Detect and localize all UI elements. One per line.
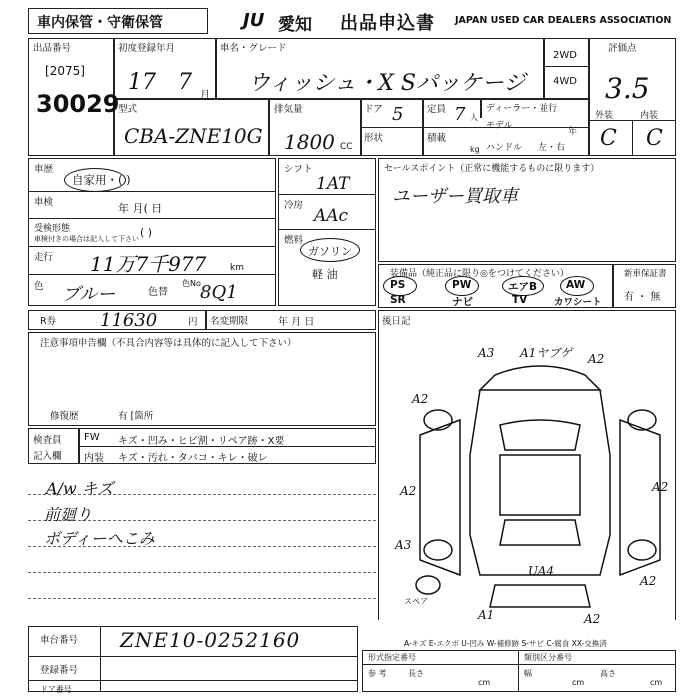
- load-label: 積載: [427, 133, 447, 144]
- spare-label: スペア: [404, 597, 428, 606]
- mark-ua4-rear: UA4: [528, 564, 555, 578]
- lot-no-label: 出品番号: [33, 43, 72, 54]
- height-cm: cm: [650, 678, 663, 687]
- fuel-gasoline: ガソリン: [308, 245, 352, 258]
- ac-label: 冷房: [284, 200, 304, 211]
- height-label: 高さ: [600, 669, 616, 678]
- inspector-label: 検査員: [33, 435, 62, 446]
- pickup-paren: ( ): [140, 226, 153, 239]
- damage-legend: A-キズ E-エクボ U-凹み W-補修跡 S-サビ C-腐食 XX-交換済: [404, 639, 607, 648]
- repair-label: 修復歴: [50, 411, 79, 422]
- wheel-fr: [628, 410, 656, 430]
- mark-a3-top: A3: [478, 346, 495, 360]
- cat-label: 類別区分番号: [524, 653, 572, 662]
- length-cm: cm: [478, 678, 491, 687]
- logo-aichi: 愛知: [278, 15, 312, 35]
- first-reg-label: 初度登録年月: [118, 43, 176, 54]
- left-side-outline: [420, 420, 460, 575]
- fuel-label: 燃料: [284, 235, 304, 246]
- shift-value: 1AT: [316, 174, 350, 194]
- dealer-label: ディーラー・並行: [486, 104, 558, 114]
- wheel-fl: [424, 410, 452, 430]
- lot-number: 30029: [36, 90, 120, 118]
- circle-airbag: [502, 276, 544, 296]
- front-outline: [480, 366, 600, 390]
- roof-outline: [500, 455, 580, 515]
- score-value: 3.5: [605, 72, 650, 105]
- lot-bracket: [2075]: [45, 64, 85, 78]
- sales-point-text: ユーザー買取車: [392, 186, 518, 207]
- pickup-label: 受検形態: [34, 224, 71, 234]
- sales-point-label: セールスポイント（正常に機能するものに限ります）: [384, 164, 600, 174]
- shape-label: 形状: [364, 133, 384, 144]
- ref-label: 参 考: [368, 669, 387, 678]
- chassis-number: ZNE10-0252160: [120, 628, 301, 652]
- storage-label: 車内保管・守衛保管: [37, 15, 163, 31]
- mark-a2-rear: A2: [584, 612, 601, 626]
- model-name: ウィッシュ・X Sパッケージ: [248, 71, 526, 96]
- fw-items: キズ・凹み・ヒビ割・リペア跡・X要: [118, 436, 285, 447]
- pickup-note: 車検付きの場合は記入して下さい: [34, 235, 139, 243]
- month-unit: 月: [200, 90, 210, 101]
- ju-logo: JU: [243, 10, 265, 31]
- org-name: JAPAN USED CAR DEALERS ASSOCIATION: [455, 15, 672, 26]
- body-outline: [470, 390, 610, 575]
- name-change-label: 名変期限: [210, 316, 249, 327]
- rear-window-outline: [500, 520, 580, 545]
- width-label: 幅: [524, 669, 532, 678]
- recycle-row: [28, 310, 376, 330]
- equipment-label: 装備品（純正品に限り◎をつけてください）: [390, 269, 569, 279]
- chassis-label: 車台番号: [40, 635, 79, 646]
- equip-aw: AW: [566, 279, 586, 291]
- reg-no-label: 登録番号: [40, 665, 79, 676]
- mark-a2-left: A2: [412, 392, 429, 406]
- yen-unit: 円: [188, 317, 198, 328]
- recycle-amount: 11630: [100, 310, 158, 331]
- interior-items: キズ・汚れ・タバコ・キレ・破レ: [118, 453, 268, 464]
- equip-sr: SR: [390, 294, 406, 306]
- warranty-label: 新車保証書: [624, 269, 667, 279]
- handwritten-note-1: A/w キズ: [46, 479, 114, 498]
- wheel-rr: [628, 540, 656, 560]
- mileage-value: 11万7千977: [90, 252, 207, 276]
- person-unit: 人: [470, 113, 478, 122]
- circle-ps: [383, 276, 417, 296]
- color-label: 色: [34, 281, 44, 292]
- circle-aw: [560, 276, 594, 296]
- type-code: CBA-ZNE10G: [124, 124, 263, 148]
- capacity-value: 7: [454, 104, 466, 125]
- recycle-label: R券: [40, 316, 57, 327]
- equip-airbag: エアB: [508, 281, 538, 293]
- model-label: 車名・グレード: [220, 43, 287, 54]
- mark-a1-rear: A1: [478, 608, 495, 622]
- equip-tv: TV: [512, 294, 528, 306]
- capacity-label: 定員: [427, 104, 447, 115]
- rear-bumper-outline: [490, 585, 590, 607]
- form-label: 形式指定番号: [368, 653, 416, 662]
- kg-unit: kg: [470, 145, 480, 154]
- score-label: 評価点: [608, 43, 637, 54]
- drive-4wd: 4WD: [553, 76, 577, 87]
- handwritten-note-2: 前廻り: [44, 505, 93, 524]
- mark-a2-right-rear: A2: [640, 574, 657, 588]
- exterior-label: 外装: [595, 111, 614, 121]
- sheet-title: 出品申込書: [340, 13, 435, 34]
- door-label: ドア番号: [40, 685, 72, 694]
- color-code-label: 色No: [182, 279, 201, 288]
- equip-pw: PW: [452, 279, 472, 291]
- color-change-label: 色替: [148, 287, 168, 298]
- model-year-label: モデル: [486, 121, 513, 131]
- spare-tire: [416, 576, 440, 594]
- color-code-value: 8Q1: [200, 282, 238, 303]
- reg-month: 7: [178, 70, 192, 95]
- shift-label: シフト: [284, 164, 313, 175]
- circle-pw: [445, 276, 479, 296]
- ac-value: AAc: [314, 206, 349, 226]
- right-side-outline: [620, 420, 660, 575]
- mileage-label: 走行: [34, 252, 54, 263]
- km-unit: km: [230, 263, 244, 273]
- equip-navi: ナビ: [452, 296, 473, 308]
- doors-value: 5: [392, 104, 404, 125]
- displacement-value: 1800: [284, 130, 335, 154]
- car-history-label: 車歴: [34, 164, 54, 175]
- car-damage-diagram: [400, 345, 675, 630]
- fuel-diesel: 軽 油: [312, 268, 338, 281]
- equip-ps: PS: [390, 279, 406, 291]
- equip-seat: カワシート: [554, 297, 602, 308]
- doors-label: ドア: [364, 104, 383, 115]
- storage-label-box: [28, 8, 208, 34]
- handwritten-note-3: ボディーへこみ: [44, 529, 155, 548]
- interior-grade: C: [646, 126, 663, 151]
- windshield-outline: [500, 420, 580, 450]
- mark-a2-right: A2: [652, 480, 669, 494]
- handle-options: 左・右: [538, 143, 566, 153]
- car-history-value: 自家用・( ): [72, 173, 131, 187]
- inspection-fields: 年 月( 日: [118, 202, 163, 215]
- inspection-label: 車検: [34, 197, 54, 208]
- mark-a1-top: A1ヤブゲ: [520, 346, 572, 360]
- mark-a2-top: A2: [588, 352, 605, 366]
- entry-label: 記入欄: [33, 451, 62, 462]
- displacement-label: 排気量: [274, 104, 303, 115]
- exterior-grade: C: [600, 126, 617, 151]
- fw-label: FW: [84, 432, 100, 443]
- mark-a2-left-mid: A2: [400, 484, 417, 498]
- interior-note-label: 内装: [84, 453, 104, 464]
- interior-label: 内装: [640, 111, 659, 121]
- length-label: 長さ: [408, 669, 424, 678]
- drive-2wd: 2WD: [553, 50, 577, 61]
- year-unit: 年: [568, 127, 578, 137]
- mark-a3-left: A3: [395, 538, 412, 552]
- cc-unit: CC: [340, 142, 353, 152]
- wheel-rl: [424, 540, 452, 560]
- caution-label: 注意事項申告欄（不具合内容等は具体的に記入して下さい）: [40, 338, 297, 349]
- color-value: ブルー: [62, 284, 116, 305]
- type-label: 型式: [118, 104, 138, 115]
- reg-year: 17: [128, 70, 156, 95]
- repair-fields: 有 [箇所: [118, 411, 154, 422]
- warranty-options: 有 ・ 無: [624, 292, 661, 303]
- handle-label: ハンドル: [486, 143, 523, 153]
- later-label: 後日記: [382, 316, 411, 327]
- name-change-fields: 年 月 日: [278, 317, 315, 328]
- width-cm: cm: [572, 678, 585, 687]
